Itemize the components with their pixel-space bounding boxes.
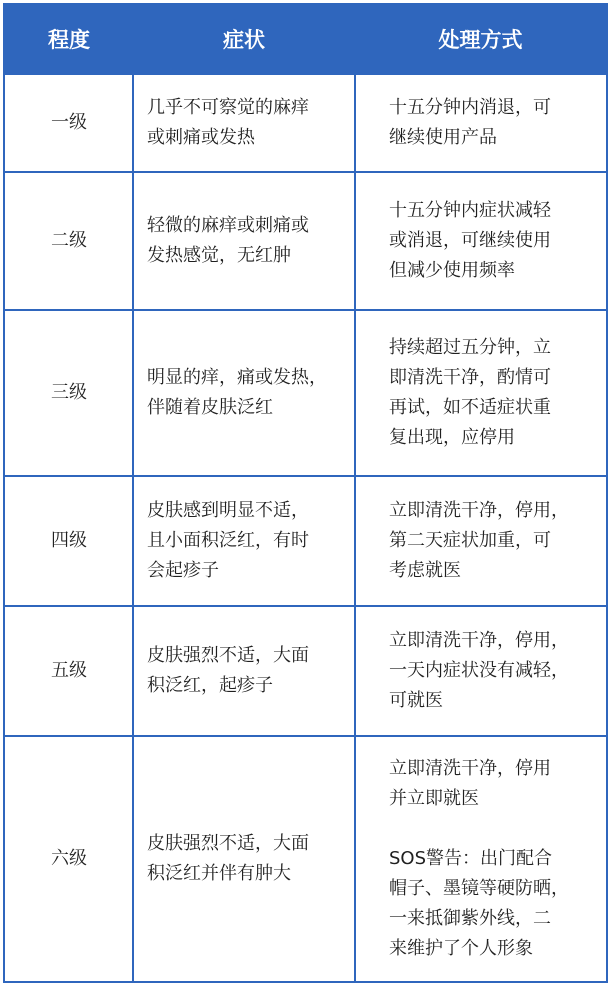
- treatment-cell: 立即清洗干净，停用， 一天内症状没有减轻， 可就医: [389, 630, 569, 711]
- symptom-cell: 皮肤强烈不适，大面 积泛红并伴有肿大: [147, 833, 309, 884]
- level-cell: 一级: [51, 112, 87, 133]
- row-divider: [5, 73, 606, 75]
- header-level: 程度: [48, 28, 90, 52]
- table-row: [5, 737, 606, 981]
- table-row: [5, 477, 606, 605]
- level-cell: 二级: [51, 230, 87, 251]
- level-cell: 三级: [51, 382, 87, 403]
- treatment-cell: 立即清洗干净，停用 并立即就医 SOS警告：出门配合 帽子、墨镜等硬防晒， 一来抵御紫外线，二 来维护了个人形象: [389, 758, 569, 959]
- treatment-cell: 立即清洗干净，停用， 第二天症状加重，可 考虑就医: [389, 500, 569, 581]
- symptom-cell: 皮肤强烈不适，大面 积泛红，起疹子: [147, 645, 309, 696]
- level-cell: 六级: [51, 848, 87, 869]
- row-divider: [5, 171, 606, 173]
- row-divider: [5, 735, 606, 737]
- grading-table: [3, 3, 608, 983]
- level-cell: 五级: [51, 660, 87, 681]
- level-cell: 四级: [51, 530, 87, 551]
- treatment-cell: 十五分钟内症状减轻 或消退，可继续使用 但减少使用频率: [389, 200, 551, 281]
- column-divider: [354, 5, 356, 981]
- symptom-cell: 皮肤感到明显不适， 且小面积泛红，有时 会起疹子: [147, 500, 309, 581]
- row-divider: [5, 475, 606, 477]
- table-row: [5, 173, 606, 309]
- symptom-cell: 明显的痒，痛或发热， 伴随着皮肤泛红: [147, 367, 327, 418]
- treatment-cell: 持续超过五分钟，立 即清洗干净，酌情可 再试，如不适症状重 复出现，应停用: [389, 337, 551, 448]
- row-divider: [5, 309, 606, 311]
- table-header-row: [5, 5, 606, 73]
- header-treatment: 处理方式: [438, 28, 523, 52]
- table-row: [5, 311, 606, 475]
- table-row: [5, 75, 606, 171]
- treatment-cell: 十五分钟内消退，可 继续使用产品: [389, 97, 551, 148]
- table-row: [5, 607, 606, 735]
- column-divider: [132, 5, 134, 981]
- symptom-cell: 几乎不可察觉的麻痒 或刺痛或发热: [147, 97, 309, 148]
- row-divider: [5, 605, 606, 607]
- header-symptom: 症状: [223, 28, 265, 52]
- symptom-cell: 轻微的麻痒或刺痛或 发热感觉，无红肿: [147, 215, 309, 266]
